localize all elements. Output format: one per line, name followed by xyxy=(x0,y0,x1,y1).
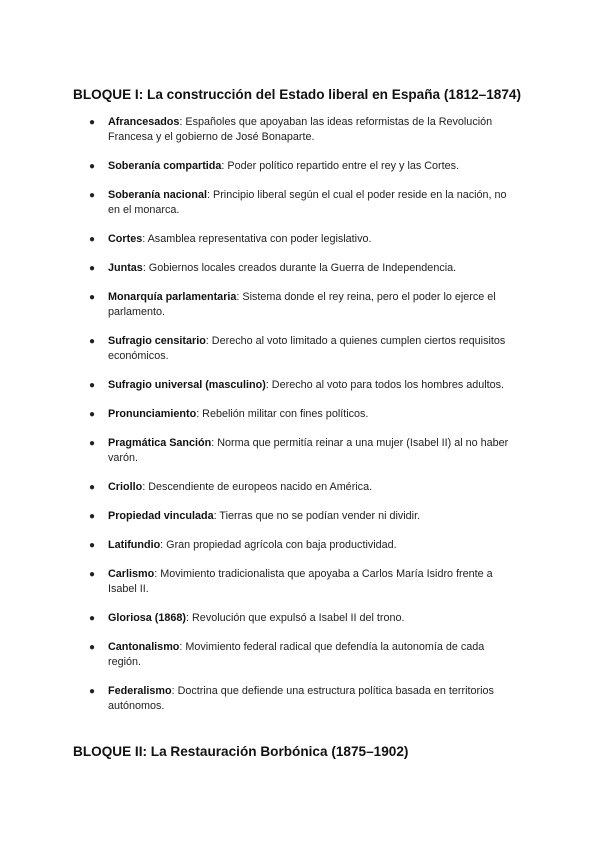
glossary-term: Pragmática Sanción xyxy=(108,437,212,449)
glossary-term: Sufragio censitario xyxy=(108,335,206,347)
glossary-definition: : Movimiento tradicionalista que apoyaba a Carlos María Isidro frente a Isabel II. xyxy=(108,568,493,595)
glossary-item xyxy=(0,538,600,553)
bullet-icon: ● xyxy=(89,642,96,653)
glossary-item xyxy=(0,640,600,670)
glossary-definition: : Principio liberal según el cual el poder reside en la nación, no en el monarca. xyxy=(108,189,507,216)
bullet-icon: ● xyxy=(89,482,96,493)
bullet-icon: ● xyxy=(89,190,96,201)
glossary-term: Criollo xyxy=(108,481,143,493)
bullet-icon: ● xyxy=(89,161,96,172)
glossary-definition: : Tierras que no se podían vender ni dividir. xyxy=(213,510,421,522)
glossary-definition: : Rebelión militar con fines políticos. xyxy=(196,408,369,420)
bullet-icon: ● xyxy=(89,511,96,522)
glossary-term: Cantonalismo xyxy=(108,641,180,653)
glossary-item xyxy=(0,261,600,276)
glossary-item xyxy=(0,480,600,495)
glossary-definition: : Derecho al voto limitado a quienes cumplen ciertos requisitos económicos. xyxy=(108,335,506,362)
glossary-term: Pronunciamiento xyxy=(108,408,197,420)
block-1-title: BLOQUE I: La construcción del Estado liberal en España (1812–1874) xyxy=(73,87,521,102)
glossary-term: Cortes xyxy=(108,233,143,245)
glossary-item xyxy=(0,115,600,145)
glossary-term: Gloriosa (1868) xyxy=(108,612,187,624)
glossary-term: Propiedad vinculada xyxy=(108,510,214,522)
glossary-item xyxy=(0,407,600,422)
bullet-icon: ● xyxy=(89,234,96,245)
glossary-item xyxy=(0,232,600,247)
glossary-list xyxy=(0,115,600,728)
glossary-term: Carlismo xyxy=(108,568,155,580)
bullet-icon: ● xyxy=(89,438,96,449)
block-2-title: BLOQUE II: La Restauración Borbónica (1875–1902) xyxy=(73,744,409,759)
glossary-item xyxy=(0,509,600,524)
bullet-icon: ● xyxy=(89,613,96,624)
glossary-item xyxy=(0,188,600,218)
bullet-icon: ● xyxy=(89,263,96,274)
glossary-item xyxy=(0,159,600,174)
glossary-item xyxy=(0,334,600,364)
glossary-item xyxy=(0,567,600,597)
glossary-item xyxy=(0,290,600,320)
glossary-term: Federalismo xyxy=(108,685,172,697)
glossary-definition: : Poder político repartido entre el rey y las Cortes. xyxy=(221,160,460,172)
glossary-definition: : Gobiernos locales creados durante la Guerra de Independencia. xyxy=(142,262,457,274)
glossary-term: Afrancesados xyxy=(108,116,180,128)
glossary-definition: : Asamblea representativa con poder legislativo. xyxy=(142,233,372,245)
bullet-icon: ● xyxy=(89,380,96,391)
glossary-term: Monarquía parlamentaria xyxy=(108,291,237,303)
glossary-term: Soberanía compartida xyxy=(108,160,222,172)
glossary-definition: : Gran propiedad agrícola con baja productividad. xyxy=(160,539,397,551)
glossary-definition: : Descendiente de europeos nacido en América. xyxy=(142,481,373,493)
glossary-definition: : Revolución que expulsó a Isabel II del trono. xyxy=(186,612,405,624)
glossary-definition: : Españoles que apoyaban las ideas reformistas de la Revolución Francesa y el gobierno de José Bonaparte. xyxy=(108,116,493,143)
glossary-definition: : Doctrina que defiende una estructura política basada en territorios autónomos. xyxy=(108,685,494,712)
bullet-icon: ● xyxy=(89,409,96,420)
glossary-definition: : Derecho al voto para todos los hombres adultos. xyxy=(265,379,505,391)
glossary-term: Sufragio universal (masculino) xyxy=(108,379,266,391)
bullet-icon: ● xyxy=(89,117,96,128)
glossary-item xyxy=(0,611,600,626)
bullet-icon: ● xyxy=(89,540,96,551)
glossary-term: Soberanía nacional xyxy=(108,189,208,201)
glossary-definition: : Norma que permitía reinar a una mujer (Isabel II) al no haber varón. xyxy=(108,437,509,464)
bullet-icon: ● xyxy=(89,686,96,697)
glossary-item xyxy=(0,378,600,393)
bullet-icon: ● xyxy=(89,292,96,303)
glossary-term: Latifundio xyxy=(108,539,161,551)
glossary-item xyxy=(0,684,600,714)
bullet-icon: ● xyxy=(89,569,96,580)
glossary-term: Juntas xyxy=(108,262,143,274)
glossary-item xyxy=(0,436,600,466)
glossary-definition: : Sistema donde el rey reina, pero el poder lo ejerce el parlamento. xyxy=(108,291,496,318)
glossary-definition: : Movimiento federal radical que defendía la autonomía de cada región. xyxy=(108,641,485,668)
bullet-icon: ● xyxy=(89,336,96,347)
